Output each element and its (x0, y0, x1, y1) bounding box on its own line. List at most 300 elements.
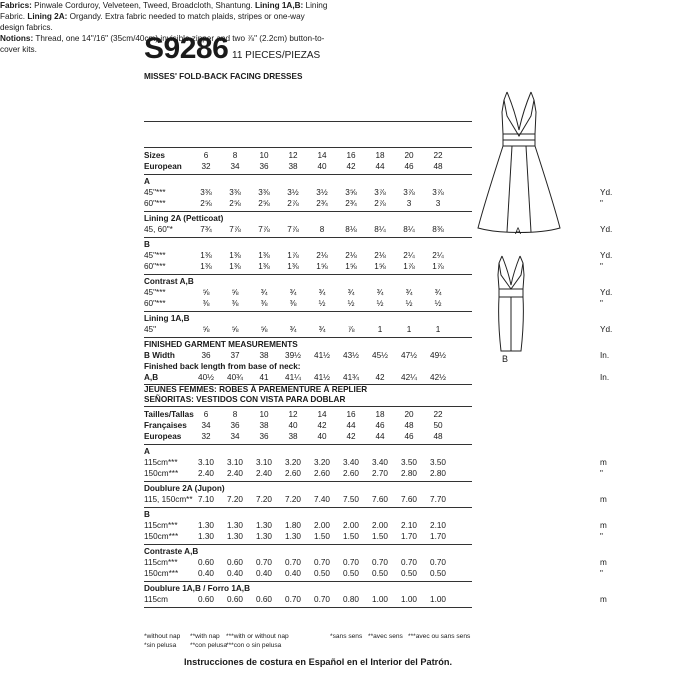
lining-2a-label: Lining 2A: (27, 12, 68, 21)
ab-length-row-label: A,B (144, 373, 159, 382)
table-cell: 1⅝ (374, 262, 386, 271)
table-cell: 14 (317, 410, 327, 419)
section-heading (144, 446, 474, 457)
europeas-row-label: Europeas (144, 432, 182, 441)
ab-length-row (144, 372, 610, 383)
table-cell: 1 (406, 325, 412, 334)
table-cell: ⅜ (231, 299, 239, 308)
view-a-label: A (515, 226, 522, 236)
table-cell: 16 (346, 410, 356, 419)
table-cell: ¾ (318, 288, 326, 297)
table-cell: 44 (346, 421, 356, 430)
back-length-heading (144, 361, 474, 372)
lining-1ab-label: Lining 1A,B: (255, 1, 304, 10)
table-cell: 40¾ (227, 373, 243, 382)
table-cell: 12 (288, 410, 298, 419)
divider (144, 507, 472, 508)
table-cell: 7.20 (227, 495, 243, 504)
table-cell: 7⅞ (258, 225, 270, 234)
table-cell: 3½ (316, 188, 328, 197)
table-row-label: 45" (144, 325, 157, 334)
table-cell: 1⅞ (403, 262, 415, 271)
table-row (144, 224, 613, 235)
table-row-label: 150cm*** (144, 569, 179, 578)
table-cell: 1.00 (430, 595, 446, 604)
table-cell: 3⅞ (374, 188, 386, 197)
sizes-row (144, 150, 474, 161)
footnote-fr-2: **avec sens (368, 633, 403, 640)
table-cell: ¾ (434, 288, 442, 297)
table-row (144, 187, 613, 198)
notions-label: Notions: (0, 34, 34, 43)
footnote-en-1: *without nap (144, 633, 181, 640)
table-cell: 38 (288, 432, 298, 441)
table-cell: 2⅛ (345, 251, 357, 260)
table-cell: 2.10 (430, 521, 446, 530)
table-cell: 40½ (198, 373, 214, 382)
table-cell: 1.00 (372, 595, 388, 604)
table-cell: 1 (435, 325, 441, 334)
table-cell: 22 (433, 151, 443, 160)
table-cell: 12 (288, 151, 298, 160)
table-cell: 3.40 (372, 458, 388, 467)
table-cell: ⅝ (231, 325, 239, 334)
table-row (144, 287, 613, 298)
table-row-label: 45"*** (144, 251, 166, 260)
footnote-en-3: ***with or without nap (226, 633, 289, 640)
section-heading-label: B (144, 510, 150, 519)
unit-label: " (600, 532, 603, 541)
table-row (144, 594, 607, 605)
table-cell: 41 (259, 373, 269, 382)
table-cell: 2⅝ (258, 199, 270, 208)
table-cell: 14 (317, 151, 327, 160)
unit-label: m (600, 458, 607, 467)
table-row (144, 531, 603, 542)
francaises-row (144, 420, 474, 431)
section-heading-label: B (144, 240, 150, 249)
section-heading-label: Contrast A,B (144, 277, 194, 286)
section-heading-label: Contraste A,B (144, 547, 199, 556)
table-row (144, 198, 603, 209)
table-cell: ½ (318, 299, 326, 308)
table-cell: 38 (259, 421, 269, 430)
table-cell: 2.60 (314, 469, 330, 478)
table-cell: 2.00 (343, 521, 359, 530)
table-row (144, 457, 607, 468)
table-cell: 8⅛ (345, 225, 357, 234)
table-cell: ¾ (405, 288, 413, 297)
table-cell: 2⅛ (316, 251, 328, 260)
section-heading (144, 176, 474, 187)
table-row (144, 298, 603, 309)
table-cell: 0.60 (227, 595, 243, 604)
divider (144, 174, 472, 175)
table-cell: 2⅞ (287, 199, 299, 208)
section-heading (144, 276, 474, 287)
divider (144, 337, 472, 338)
table-cell: 3.20 (314, 458, 330, 467)
lining-text: Lining Fabric. (0, 1, 328, 21)
table-cell: 6 (203, 410, 209, 419)
table-cell: 34 (230, 432, 240, 441)
table-row-label: 115cm*** (144, 458, 178, 467)
table-cell: 8⅜ (432, 225, 444, 234)
table-cell: 46 (404, 162, 414, 171)
table-cell: 1⅞ (432, 262, 444, 271)
table-row-label: 150cm*** (144, 532, 179, 541)
table-row-label: 45"*** (144, 188, 166, 197)
divider (144, 581, 472, 582)
footnote-es-2: **con pelusa (190, 642, 228, 649)
table-row-label: 60"*** (144, 262, 166, 271)
table-cell: 18 (375, 151, 385, 160)
table-cell: 41½ (314, 373, 330, 382)
table-cell: 1⅜ (200, 251, 212, 260)
table-cell: 18 (375, 410, 385, 419)
europeas-row (144, 431, 474, 442)
section-heading-label: A (144, 177, 150, 186)
tailles-row-label: Tailles/Tallas (144, 410, 194, 419)
table-cell: 3⅞ (403, 188, 415, 197)
divider (144, 444, 472, 445)
table-cell: 0.70 (256, 558, 272, 567)
table-row-label: 115, 150cm** (144, 495, 193, 504)
table-cell: 0.60 (198, 558, 214, 567)
divider (144, 607, 472, 608)
section-heading-label: Doublure 2A (Jupon) (144, 484, 225, 493)
table-cell: ⅝ (231, 288, 239, 297)
table-cell: ¾ (289, 325, 297, 334)
table-row (144, 557, 607, 568)
unit-label: m (600, 495, 607, 504)
unit-label: In. (600, 351, 610, 360)
divider (144, 311, 472, 312)
table-cell: 0.70 (430, 558, 446, 567)
table-cell: 42 (346, 432, 356, 441)
table-cell: 3⅜ (229, 188, 241, 197)
table-cell: 38 (288, 162, 298, 171)
pattern-number: S9286 (144, 32, 229, 65)
table-cell: 2.80 (430, 469, 446, 478)
table-cell: 49½ (430, 351, 446, 360)
table-cell: 7.20 (285, 495, 301, 504)
unit-label: Yd. (600, 288, 613, 297)
table-cell: 22 (433, 410, 443, 419)
table-cell: 40 (317, 432, 327, 441)
table-cell: 3.10 (198, 458, 214, 467)
table-cell: 32 (201, 162, 211, 171)
footnote-es-1: *sin pelusa (144, 642, 177, 649)
table-cell: 48 (404, 421, 414, 430)
table-cell: 2¼ (432, 251, 444, 260)
table-cell: 1⅞ (287, 251, 299, 260)
table-cell: 2¾ (345, 199, 357, 208)
unit-label: " (600, 469, 603, 478)
table-cell: 1.30 (198, 521, 214, 530)
table-cell: 8 (319, 225, 325, 234)
table-cell: ⅝ (202, 325, 210, 334)
fabrics-text: Pinwale Corduroy, Velveteen, Tweed, Broadcloth, Shantung. (31, 1, 256, 10)
table-cell: 0.50 (430, 569, 446, 578)
footnote-fr-1: *sans sens (330, 633, 363, 640)
table-cell: 0.80 (343, 595, 359, 604)
table-cell: 7.40 (314, 495, 330, 504)
finished-title-label: FINISHED GARMENT MEASUREMENTS (144, 340, 298, 349)
table-cell: ⅝ (260, 325, 268, 334)
table-cell: 1.30 (256, 532, 272, 541)
table-cell: 0.70 (401, 558, 417, 567)
table-cell: 34 (201, 421, 211, 430)
table-cell: 37 (230, 351, 240, 360)
section-heading (144, 239, 474, 250)
table-cell: 2⅝ (200, 199, 212, 208)
table-cell: 1.30 (227, 521, 243, 530)
table-cell: 10 (259, 410, 269, 419)
table-cell: 48 (433, 162, 443, 171)
table-row-label: 115cm*** (144, 521, 178, 530)
table-cell: 20 (404, 151, 414, 160)
table-cell: ⅜ (202, 299, 210, 308)
table-cell: 0.70 (285, 595, 301, 604)
table-cell: 2⅝ (229, 199, 241, 208)
table-cell: 36 (259, 432, 269, 441)
table-cell: 8 (232, 151, 238, 160)
table-row (144, 568, 603, 579)
table-cell: 42 (346, 162, 356, 171)
table-cell: 7.70 (430, 495, 446, 504)
table-cell: 3 (435, 199, 441, 208)
table-cell: 1⅜ (200, 262, 212, 271)
unit-label: Yd. (600, 325, 613, 334)
table-cell: 2.60 (343, 469, 359, 478)
table-cell: 1.80 (285, 521, 301, 530)
table-cell: 36 (259, 162, 269, 171)
table-cell: 7⅞ (287, 225, 299, 234)
table-row (144, 261, 603, 272)
table-cell: 38 (259, 351, 269, 360)
b-width-row (144, 350, 610, 361)
divider (144, 147, 472, 148)
table-cell: 0.50 (343, 569, 359, 578)
table-cell: 3⅜ (258, 188, 270, 197)
table-cell: 45½ (372, 351, 388, 360)
notions-text: Thread, one 14"/16" (35cm/40cm) invisible zipper and two ⅞" (2.2cm) button-to-cover kits. (0, 34, 325, 54)
footnote-es-3: ***con o sin pelusa (226, 642, 282, 649)
table-cell: 41½ (314, 351, 330, 360)
table-cell: ¾ (347, 288, 355, 297)
table-row (144, 494, 607, 505)
table-cell: 1⅜ (258, 251, 270, 260)
european-sizes-row-label: European (144, 162, 182, 171)
table-cell: 1.30 (285, 532, 301, 541)
table-cell: 47½ (401, 351, 417, 360)
table-cell: 36 (201, 351, 211, 360)
table-cell: 3.40 (343, 458, 359, 467)
table-cell: 32 (201, 432, 211, 441)
pattern-title: MISSES' FOLD-BACK FACING DRESSES (144, 72, 303, 81)
section-heading-label: A (144, 447, 150, 456)
table-cell: 3⅝ (345, 188, 357, 197)
unit-label: " (600, 299, 603, 308)
table-cell: ⅞ (347, 325, 355, 334)
table-cell: 34 (230, 162, 240, 171)
table-cell: 0.70 (314, 595, 330, 604)
table-cell: 0.40 (285, 569, 301, 578)
sizes-row-label: Sizes (144, 151, 165, 160)
table-cell: 40 (317, 162, 327, 171)
table-cell: 43½ (343, 351, 359, 360)
table-cell: 42½ (430, 373, 446, 382)
table-cell: 3⅜ (200, 188, 212, 197)
table-cell: ½ (347, 299, 355, 308)
table-cell: 0.60 (256, 595, 272, 604)
table-cell: 2.40 (227, 469, 243, 478)
back-length-heading-label: Finished back length from base of neck: (144, 362, 301, 371)
divider (144, 237, 472, 238)
european-sizes-row (144, 161, 474, 172)
section-heading (144, 509, 474, 520)
section-heading (144, 313, 474, 324)
table-cell: 0.70 (285, 558, 301, 567)
dress-view-b-illustration (486, 255, 536, 355)
table-cell: 41¾ (343, 373, 359, 382)
table-cell: 7.50 (343, 495, 359, 504)
table-cell: 41¼ (285, 373, 301, 382)
divider (144, 211, 472, 212)
table-cell: 3.50 (430, 458, 446, 467)
section-heading (144, 546, 474, 557)
table-row-label: 150cm*** (144, 469, 179, 478)
table-cell: 44 (375, 432, 385, 441)
unit-label: " (600, 199, 603, 208)
footnote-en-2: **with nap (190, 633, 220, 640)
table-cell: 0.40 (198, 569, 214, 578)
table-cell: 2.80 (401, 469, 417, 478)
table-cell: 1⅝ (345, 262, 357, 271)
table-cell: 0.40 (256, 569, 272, 578)
footnote-fr-3: ***avec ou sans sens (408, 633, 471, 640)
table-cell: 2.40 (198, 469, 214, 478)
table-row (144, 520, 607, 531)
table-cell: 2¾ (316, 199, 328, 208)
table-cell: 1⅝ (316, 262, 328, 271)
table-cell: ½ (434, 299, 442, 308)
table-cell: 1.70 (401, 532, 417, 541)
tailles-row (144, 409, 474, 420)
table-cell: 0.50 (314, 569, 330, 578)
table-cell: 1.70 (430, 532, 446, 541)
piece-count: 11 PIECES/PIEZAS (232, 50, 321, 61)
table-cell: 2.70 (372, 469, 388, 478)
table-cell: 0.50 (372, 569, 388, 578)
table-cell: 1 (377, 325, 383, 334)
fabrics-paragraph (0, 0, 330, 33)
view-b-label: B (502, 354, 509, 364)
unit-label: " (600, 569, 603, 578)
table-row-label: 115cm (144, 595, 168, 604)
table-cell: 1⅜ (229, 251, 241, 260)
table-row-label: 45, 60"* (144, 225, 173, 234)
unit-label: Yd. (600, 225, 613, 234)
table-cell: 7.10 (198, 495, 214, 504)
section-heading-label: Doublure 1A,B / Forro 1A,B (144, 584, 250, 593)
divider (144, 544, 472, 545)
table-cell: 1⅜ (287, 262, 299, 271)
table-cell: 0.40 (227, 569, 243, 578)
table-cell: 2.40 (256, 469, 272, 478)
table-cell: 44 (375, 162, 385, 171)
table-cell: 2.00 (372, 521, 388, 530)
divider (144, 481, 472, 482)
unit-label: Yd. (600, 251, 613, 260)
table-row-label: 60"*** (144, 199, 166, 208)
table-cell: 1⅜ (258, 262, 270, 271)
table-cell: 1.30 (198, 532, 214, 541)
french-title: JEUNES FEMMES: ROBES À PAREMENTURE À REPLIER (144, 385, 368, 394)
table-cell: 10 (259, 151, 269, 160)
table-cell: ¾ (318, 325, 326, 334)
table-cell: 0.60 (198, 595, 214, 604)
table-cell: 0.60 (227, 558, 243, 567)
unit-label: In. (600, 373, 610, 382)
table-cell: 1.50 (372, 532, 388, 541)
table-cell: 2.00 (314, 521, 330, 530)
table-cell: 1⅜ (229, 262, 241, 271)
table-cell: 0.70 (372, 558, 388, 567)
section-heading-label: Lining 1A,B (144, 314, 190, 323)
table-cell: ¾ (260, 288, 268, 297)
table-row (144, 250, 613, 261)
section-heading (144, 213, 474, 224)
table-row (144, 324, 613, 335)
table-cell: 3⅞ (432, 188, 444, 197)
table-cell: 36 (230, 421, 240, 430)
table-cell: 0.50 (401, 569, 417, 578)
table-cell: 7.20 (256, 495, 272, 504)
table-cell: 3.20 (285, 458, 301, 467)
unit-label: m (600, 558, 607, 567)
table-cell: 7.60 (372, 495, 388, 504)
section-heading-label: Lining 2A (Petticoat) (144, 214, 224, 223)
table-cell: ½ (405, 299, 413, 308)
table-cell: 16 (346, 151, 356, 160)
francaises-row-label: Françaises (144, 421, 187, 430)
lining2-text: Organdy. Extra fabric needed to match plaids, stripes or one-way design fabrics. (0, 12, 305, 32)
fabrics-label: Fabrics: (0, 1, 32, 10)
table-cell: 2.60 (285, 469, 301, 478)
table-cell: 1.30 (227, 532, 243, 541)
table-row-label: 60"*** (144, 299, 166, 308)
table-cell: 39½ (285, 351, 301, 360)
divider (144, 121, 472, 122)
table-cell: 1.50 (314, 532, 330, 541)
table-cell: 3.10 (227, 458, 243, 467)
table-cell: ½ (376, 299, 384, 308)
spanish-instructions-note: Instrucciones de costura en Español en el Interior del Patrón. (184, 657, 453, 667)
table-cell: ⅝ (202, 288, 210, 297)
table-cell: 8 (232, 410, 238, 419)
table-cell: 2⅛ (374, 251, 386, 260)
table-row (144, 468, 603, 479)
table-cell: 7⅞ (229, 225, 241, 234)
table-cell: 1.00 (401, 595, 417, 604)
table-cell: 48 (433, 432, 443, 441)
unit-label: m (600, 595, 607, 604)
table-row-label: 45"*** (144, 288, 166, 297)
b-width-row-label: B Width (144, 351, 175, 360)
table-cell: 6 (203, 151, 209, 160)
